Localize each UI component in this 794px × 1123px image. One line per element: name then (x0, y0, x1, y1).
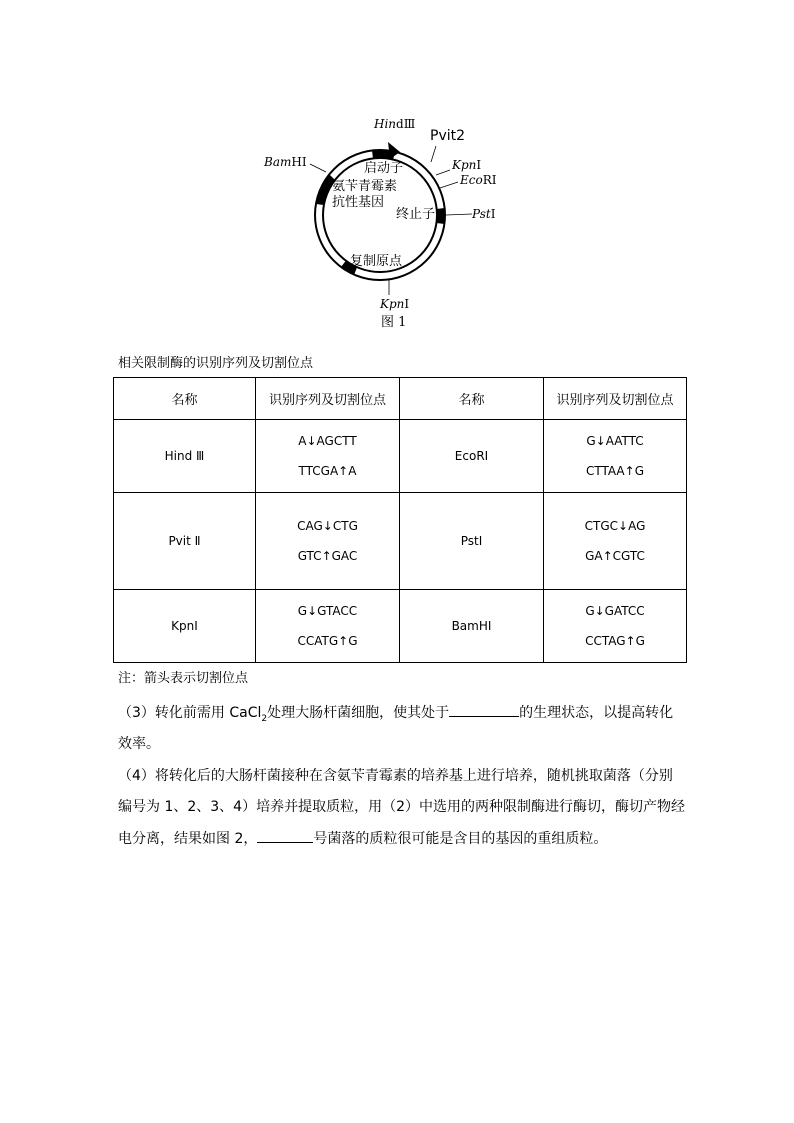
amp-gene-label-line2: 抗性基因 (332, 195, 385, 210)
q3-text-2: 处理大肠杆菌细胞，使其处于 (267, 705, 450, 721)
amp-gene-label-line1: 氨苄青霉素 (332, 179, 398, 194)
ecor-pointer (440, 182, 458, 188)
enzyme-name: Pvit Ⅱ (114, 493, 256, 590)
sequence-top: A↓AGCTT (298, 434, 357, 448)
table-row (114, 420, 687, 493)
sequence-bottom: GA↑CGTC (585, 549, 645, 563)
enzyme-name: PstI (400, 493, 544, 590)
pvit-label: Pvit2 (430, 128, 466, 144)
header-name-2: 名称 (400, 378, 544, 420)
enzyme-sequence (544, 493, 687, 590)
q3-answer-blank[interactable] (449, 702, 519, 717)
table-header-row (114, 378, 687, 420)
enzyme-sequence (544, 590, 687, 663)
q3-subscript: 2 (261, 713, 268, 724)
table-row (114, 590, 687, 663)
enzyme-sequence (256, 590, 400, 663)
sequence-bottom: TTCGA↑A (298, 464, 357, 478)
origin-label: 复制原点 (350, 254, 403, 269)
enzyme-table (113, 377, 687, 663)
question-3-line1 (118, 702, 673, 729)
enzyme-sequence (544, 420, 687, 493)
header-sequence-2: 识别序列及切割位点 (544, 378, 687, 420)
promoter-arrow-icon (388, 142, 400, 159)
sequence-bottom: CTTAA↑G (585, 464, 644, 478)
sequence-top: CTGC↓AG (584, 519, 646, 533)
pst-pointer (446, 214, 472, 215)
sequence-bottom: CCTAG↑G (585, 634, 645, 648)
bamh-label: BamHⅠ (264, 155, 307, 169)
bamh-pointer (310, 164, 326, 172)
table-note: 注：箭头表示切割位点 (118, 671, 249, 686)
terminator-label: 终止子 (396, 207, 436, 222)
kpn-bottom-label: KpnⅠ (380, 297, 410, 311)
sequence-top: G↓GTACC (297, 604, 358, 618)
sequence-bottom: CCATG↑G (297, 634, 358, 648)
figure-caption: 图 1 (381, 315, 407, 330)
table-row (114, 493, 687, 590)
header-sequence-1: 识别序列及切割位点 (256, 378, 400, 420)
promoter-label: 启动子 (364, 161, 404, 176)
sequence-top: G↓AATTC (586, 434, 644, 448)
sequence-top: G↓GATCC (585, 604, 645, 618)
question-4-line1: （4）将转化后的大肠杆菌接种在含氨苄青霉素的培养基上进行培养，随机挑取菌落（分别 (118, 768, 673, 784)
pvit-pointer (431, 146, 436, 162)
question-4-line2: 编号为 1、2、3、4）培养并提取质粒，用（2）中选用的两种限制酶进行酶切，酶切产物经 (118, 799, 685, 815)
enzyme-name: KpnI (114, 590, 256, 663)
q3-text-3: 的生理状态，以提高转化 (519, 705, 674, 721)
ecor-label: EcoRⅠ (460, 173, 497, 187)
enzyme-name: BamHI (400, 590, 544, 663)
kpn-top-pointer (436, 170, 450, 175)
q4-text-2: 号菌落的质粒很可能是含目的基因的重组质粒。 (313, 831, 608, 847)
q4-text-1: 电分离，结果如图 2， (118, 831, 258, 847)
question-3-line2: 效率。 (118, 736, 160, 752)
enzyme-name: EcoRI (400, 420, 544, 493)
hind-label: HindⅢ (374, 117, 416, 131)
q3-text-1: （3）转化前需用 CaCl (118, 705, 262, 721)
table-caption: 相关限制酶的识别序列及切割位点 (118, 356, 314, 371)
enzyme-sequence (256, 493, 400, 590)
enzyme-sequence (256, 420, 400, 493)
header-name-1: 名称 (114, 378, 256, 420)
sequence-top: CAG↓CTG (297, 519, 358, 533)
plasmid-figure (250, 112, 530, 337)
question-4-line3 (118, 828, 607, 849)
enzyme-name: Hind Ⅲ (114, 420, 256, 493)
sequence-bottom: GTC↑GAC (297, 549, 358, 563)
terminator-band (437, 208, 445, 224)
pst-label: PstⅠ (472, 207, 496, 221)
q4-answer-blank[interactable] (257, 828, 313, 843)
kpn-top-label: KpnⅠ (452, 158, 482, 172)
